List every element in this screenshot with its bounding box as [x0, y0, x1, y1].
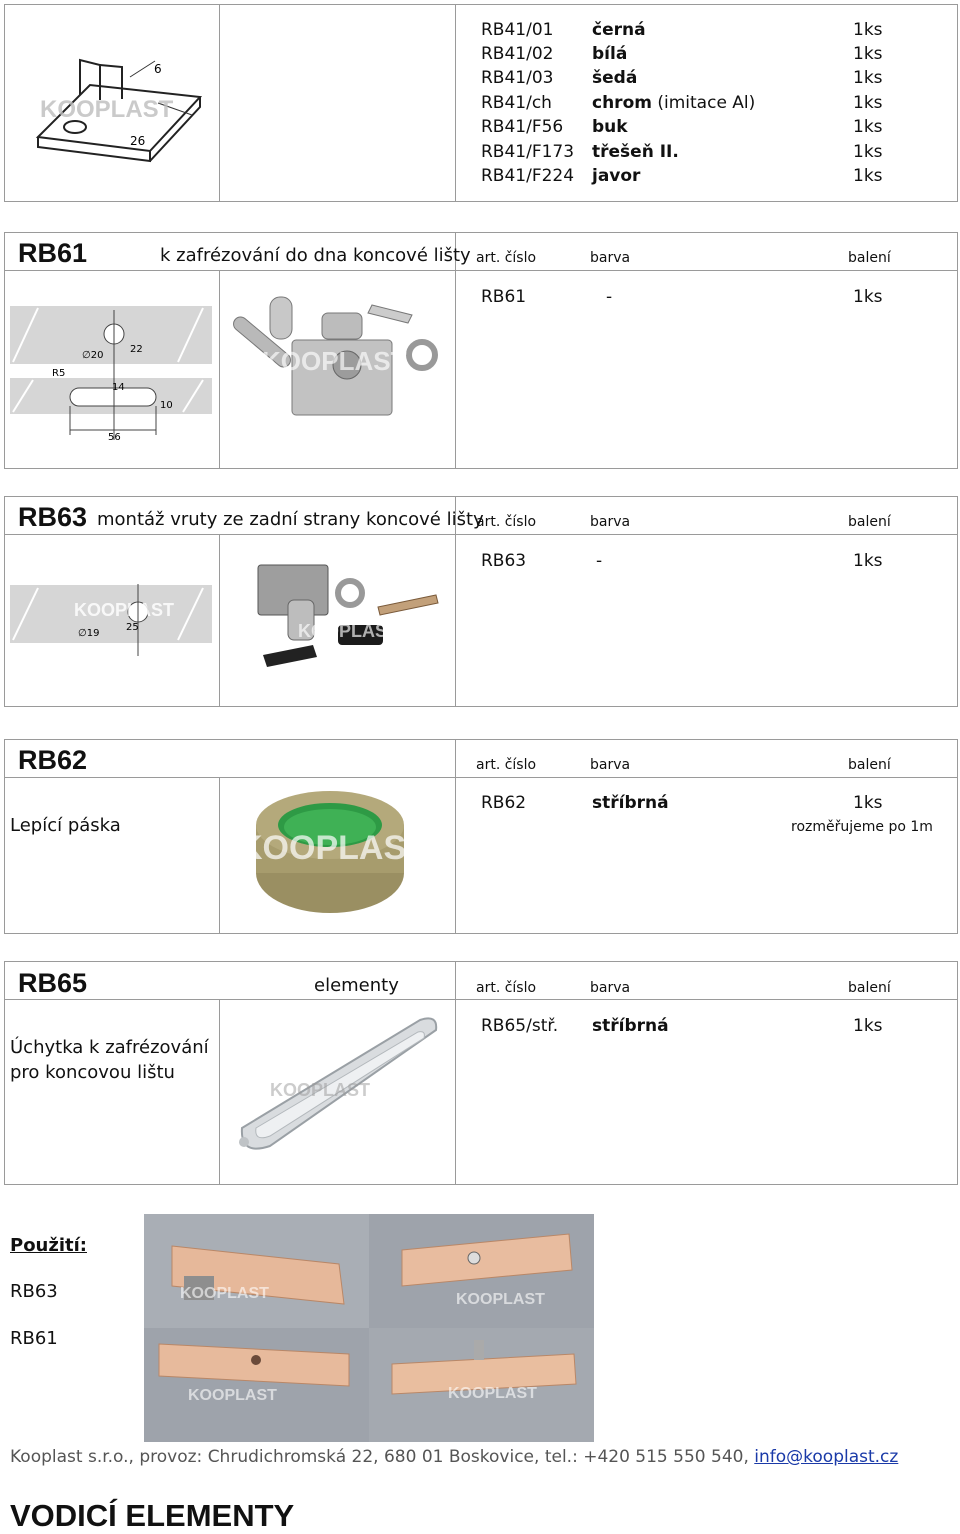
header-art: art. číslo: [476, 514, 537, 530]
rb41-row-pack: 1ks: [853, 68, 883, 88]
rb41-row-code: RB41/F56: [481, 117, 564, 137]
header-color: barva: [590, 250, 631, 266]
rb41-row-color-wrap: [592, 93, 755, 113]
rb62-name: Lepící páska: [10, 815, 121, 836]
rb61-dim-10: 10: [160, 400, 173, 411]
usage-item-rb63: RB63: [10, 1281, 58, 1302]
rb41-dim-6: 6: [154, 62, 162, 76]
divider: [455, 961, 456, 1185]
watermark: KOOPLAST: [180, 1285, 269, 1302]
rb63-drawing: [8, 580, 216, 660]
usage-photo: [144, 1214, 594, 1442]
rb63-pack: 1ks: [853, 551, 883, 571]
header-pack: balení: [848, 250, 891, 266]
rb61-desc: k zafrézování do dna koncové lišty: [160, 245, 471, 266]
rb65-desc: elementy: [314, 975, 399, 996]
header-art: art. číslo: [476, 980, 537, 996]
rb41-row-code: RB41/02: [481, 44, 554, 64]
divider: [219, 999, 220, 1185]
rb65-title: RB65: [18, 968, 88, 998]
rb41-row-pack: 1ks: [853, 117, 883, 137]
rb61-dim-20: ∅20: [82, 350, 104, 361]
rb41-row-color: buk: [592, 117, 628, 137]
header-color: barva: [590, 514, 631, 530]
usage-title: Použití:: [10, 1235, 87, 1256]
rb63-color: -: [596, 551, 603, 571]
divider: [219, 270, 220, 469]
rb65-handle-photo: [230, 1010, 445, 1160]
rb41-row-code: RB41/01: [481, 20, 554, 40]
divider: [219, 534, 220, 707]
watermark: KOOPLAST: [298, 621, 399, 641]
rb61-pack: 1ks: [853, 287, 883, 307]
rb63-desc: montáž vruty ze zadní strany koncové lišty: [97, 509, 484, 530]
rb61-code: RB61: [481, 287, 527, 307]
rb61-color: -: [606, 287, 613, 307]
rb41-row-color: chrom: [592, 93, 652, 113]
rb63-lock-photo: [228, 545, 450, 685]
rb41-row-color-note: (imitace Al): [657, 93, 756, 113]
divider: [455, 4, 456, 202]
rb41-row-color: šedá: [592, 68, 638, 88]
rb63-code: RB63: [481, 551, 527, 571]
header-art: art. číslo: [476, 757, 537, 773]
rb41-row-pack: 1ks: [853, 142, 883, 162]
divider: [4, 534, 958, 535]
watermark: KOOPLAST: [262, 346, 407, 376]
divider: [219, 4, 220, 202]
footer-text: Kooplast s.r.o., provoz: Chrudichromská 22, 680 01 Boskovice, tel.: +420 515 550 540,: [10, 1447, 755, 1467]
rb41-drawing: [30, 55, 210, 185]
footer-email-link[interactable]: info@kooplast.cz: [754, 1447, 899, 1467]
rb65-code: RB65/stř.: [481, 1016, 559, 1036]
watermark: KOOPLAST: [238, 829, 427, 867]
rb41-row-code: RB41/F173: [481, 142, 575, 162]
rb62-code: RB62: [481, 793, 527, 813]
rb62-tape-photo: [230, 785, 442, 925]
rb61-dim-14: 14: [112, 382, 125, 393]
rb61-lock-photo: [222, 285, 452, 445]
watermark: KOOPLAST: [448, 1385, 537, 1402]
header-color: barva: [590, 980, 631, 996]
rb41-row-pack: 1ks: [853, 44, 883, 64]
rb61-dim-22: 22: [130, 344, 143, 355]
watermark: KOOPLAST: [270, 1080, 371, 1100]
header-pack: balení: [848, 757, 891, 773]
rb62-note: rozměřujeme po 1m: [791, 819, 933, 835]
watermark: KOOPLAST: [456, 1291, 545, 1308]
rb61-dim-56: 56: [108, 432, 121, 443]
watermark: KOOPLAST: [188, 1387, 277, 1404]
page-title: VODICÍ ELEMENTY: [10, 1498, 295, 1533]
rb62-pack: 1ks: [853, 793, 883, 813]
rb41-row-code: RB41/03: [481, 68, 554, 88]
divider: [4, 999, 958, 1000]
rb65-name-line1: Úchytka k zafrézování: [10, 1037, 209, 1058]
watermark: KOOPLAST: [74, 600, 175, 620]
header-color: barva: [590, 757, 631, 773]
rb63-title: RB63: [18, 502, 88, 532]
divider: [455, 232, 456, 469]
rb61-drawing: [8, 300, 216, 445]
rb65-name-line2: pro koncovou lištu: [10, 1062, 175, 1083]
rb41-row-color: třešeň II.: [592, 142, 679, 162]
header-art: art. číslo: [476, 250, 537, 266]
rb65-pack: 1ks: [853, 1016, 883, 1036]
header-pack: balení: [848, 980, 891, 996]
usage-item-rb61: RB61: [10, 1328, 58, 1349]
rb41-row-code: RB41/F224: [481, 166, 575, 186]
rb41-row-color: černá: [592, 20, 646, 40]
rb41-row-code: RB41/ch: [481, 93, 552, 113]
rb41-row-pack: 1ks: [853, 93, 883, 113]
divider: [219, 777, 220, 934]
rb41-row-color: bílá: [592, 44, 628, 64]
rb63-dim-19: ∅19: [78, 628, 100, 639]
footer: [10, 1447, 898, 1467]
header-pack: balení: [848, 514, 891, 530]
rb62-title: RB62: [18, 745, 88, 775]
watermark: KOOPLAST: [40, 96, 174, 123]
rb41-dim-26: 26: [130, 134, 146, 148]
rb41-row-pack: 1ks: [853, 166, 883, 186]
divider: [455, 739, 456, 934]
rb62-color: stříbrná: [592, 793, 669, 813]
rb41-row-pack: 1ks: [853, 20, 883, 40]
rb61-title: RB61: [18, 238, 88, 268]
divider: [4, 777, 958, 778]
rb63-dim-25: 25: [126, 622, 139, 633]
rb65-color: stříbrná: [592, 1016, 669, 1036]
divider: [4, 270, 958, 271]
rb41-row-color: javor: [592, 166, 641, 186]
rb61-dim-r5: R5: [52, 368, 66, 379]
